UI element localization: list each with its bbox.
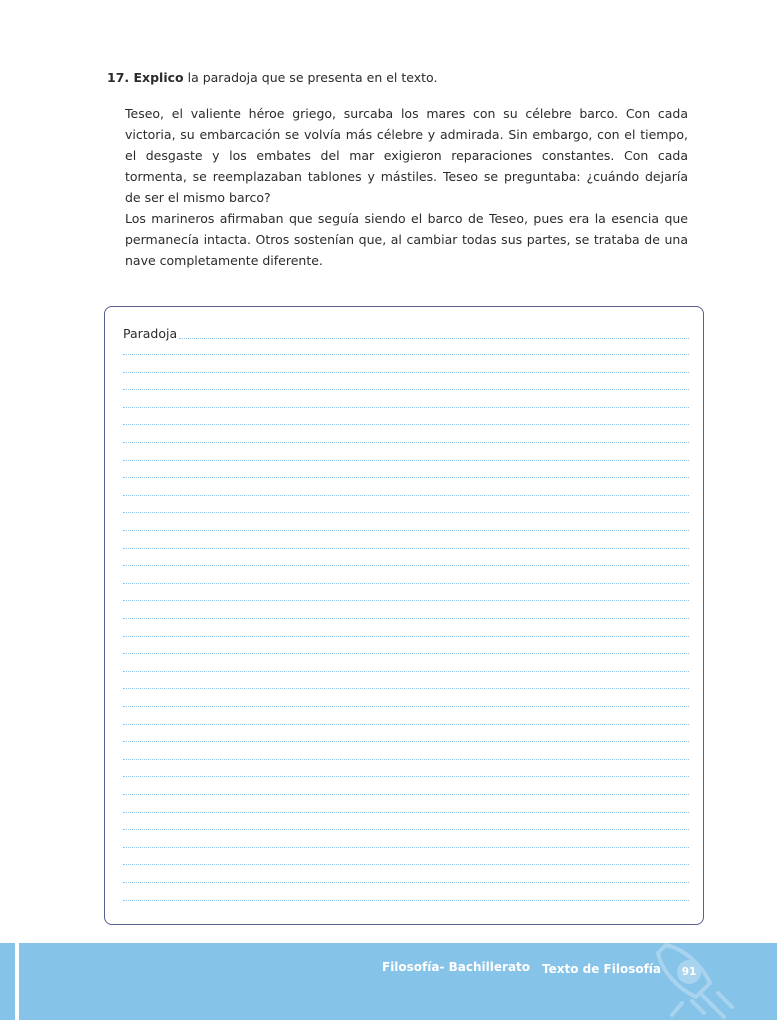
answer-line[interactable] [123,442,689,443]
answer-line[interactable] [123,688,689,689]
passage-paragraph-2: Los marineros afirmaban que seguía siendo el barco de Teseo, pues era la esencia que permanecía intacta. Otros sostenían que, al cambiar todas sus partes, se trataba de una nave completamente diferente. [125,211,688,268]
answer-line[interactable] [123,706,689,707]
answer-line[interactable] [123,477,689,478]
answer-line[interactable] [123,812,689,813]
answer-line[interactable] [123,548,689,549]
footer-accent-bar [15,943,19,1024]
answer-line[interactable] [123,618,689,619]
footer-subject: Filosofía- Bachillerato [382,960,531,974]
answer-line[interactable] [123,741,689,742]
answer-line[interactable] [123,829,689,830]
answer-line[interactable] [123,636,689,637]
page-number-badge: 91 [677,960,701,984]
answer-line[interactable] [123,794,689,795]
answer-line[interactable] [123,600,689,601]
answer-line[interactable] [123,460,689,461]
answer-line[interactable] [123,864,689,865]
answer-first-line[interactable] [179,337,689,339]
answer-line[interactable] [123,512,689,513]
answer-line[interactable] [123,530,689,531]
rocket-icon [652,943,762,1024]
question-number-verb: 17. Explico [107,70,184,85]
answer-line[interactable] [123,671,689,672]
page-footer [0,943,777,1024]
answer-line[interactable] [123,583,689,584]
answer-line[interactable] [123,900,689,901]
answer-line[interactable] [123,776,689,777]
answer-line[interactable] [123,424,689,425]
answer-line[interactable] [123,389,689,390]
answer-label: Paradoja [123,326,178,341]
answer-line[interactable] [123,495,689,496]
question-text: la paradoja que se presenta en el texto. [183,70,438,85]
answer-label-row [123,325,689,341]
answer-line[interactable] [123,372,689,373]
footer-book-title: Texto de Filosofía [542,962,662,976]
answer-line[interactable] [123,847,689,848]
answer-box [104,306,704,925]
answer-line[interactable] [123,759,689,760]
answer-line[interactable] [123,407,689,408]
reading-passage [125,103,688,271]
answer-line[interactable] [123,882,689,883]
answer-line[interactable] [123,354,689,355]
answer-line[interactable] [123,653,689,654]
question-prompt [107,70,437,85]
answer-line[interactable] [123,565,689,566]
answer-line[interactable] [123,724,689,725]
passage-paragraph-1: Teseo, el valiente héroe griego, surcaba los mares con su célebre barco. Con cada victoria, su embarcación se volvía más célebre y admirada. Sin embargo, con el tiempo, el desgaste y los embates del mar exigieron reparaciones constantes. Con cada tormenta, se reemplazaban tablones y mástiles. Teseo se preguntaba: ¿cuándo dejaría de ser el mismo barco? [125,106,688,205]
